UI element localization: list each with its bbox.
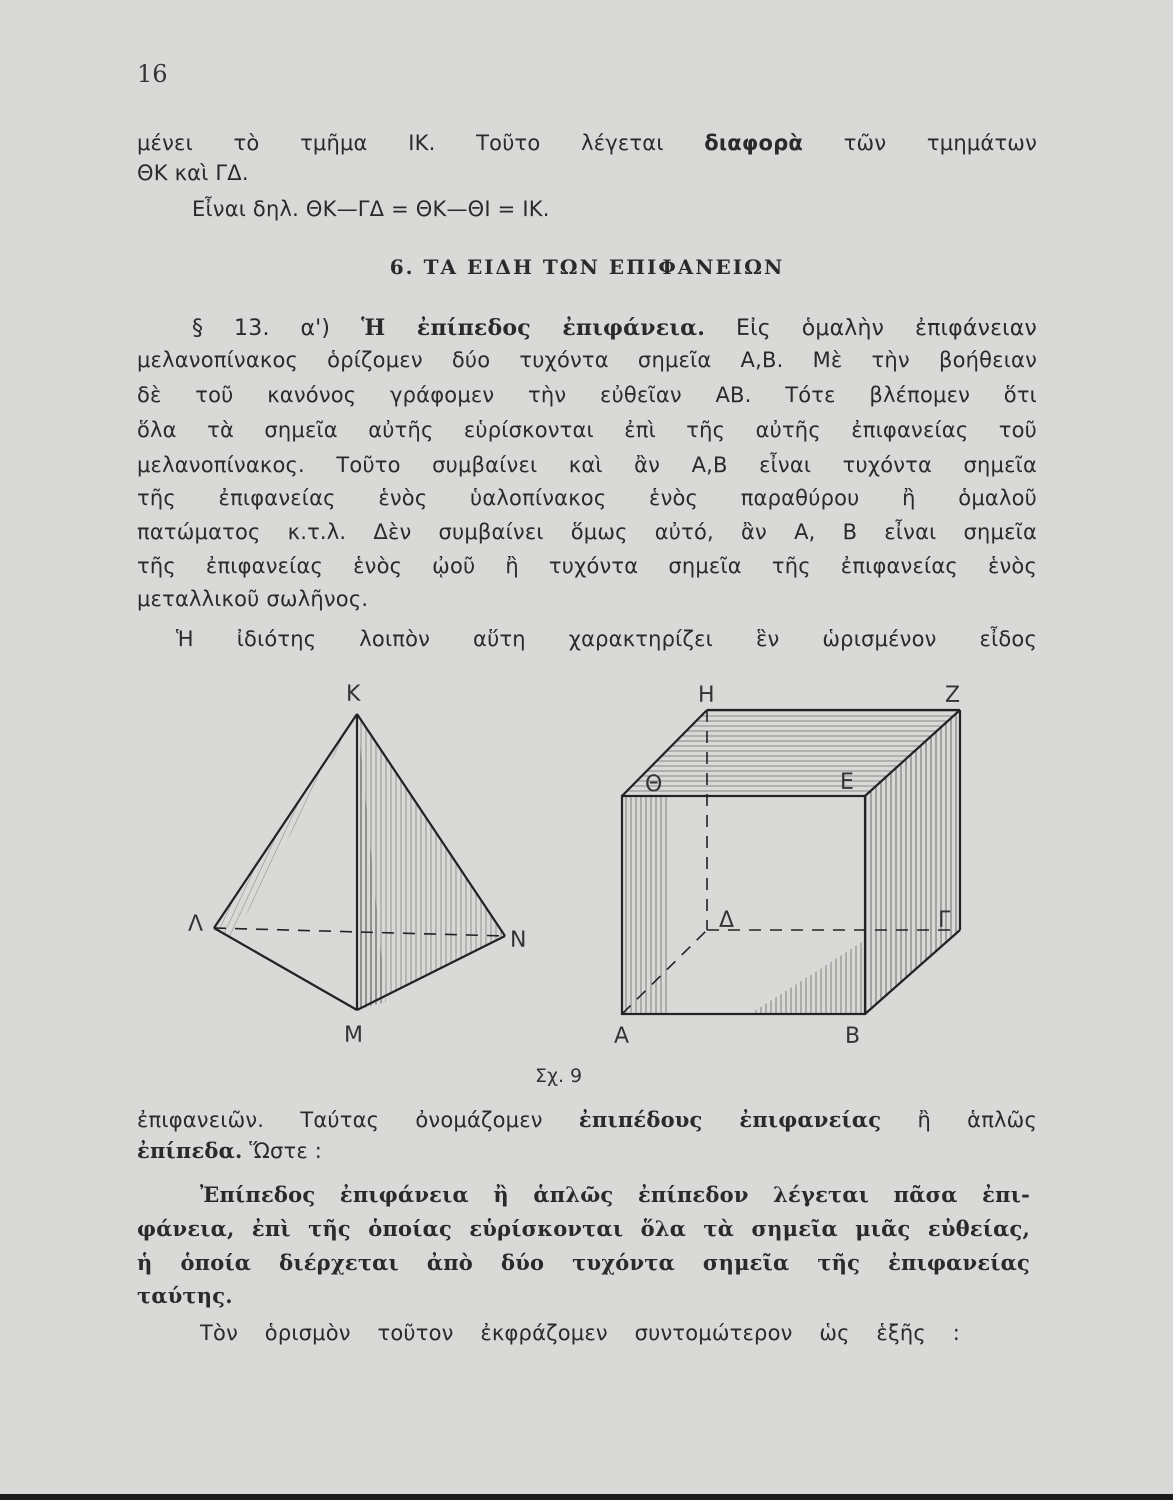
text-line: μεταλλικοῦ σωλῆνος.	[137, 587, 369, 611]
figure-9	[170, 680, 1010, 1100]
definition-line: φάνεια, ἐπὶ τῆς ὁποίας εὑρίσκονται ὅλα τὰ σημεῖα μιᾶς εὐθείας,	[137, 1216, 1030, 1241]
cube-drawing	[622, 710, 960, 1014]
text-span: Εἰς ὁμαλὴν ἐπιφάνειαν	[736, 316, 1037, 341]
text-line	[137, 1105, 1037, 1135]
term-planes: ἐπίπεδα.	[137, 1138, 243, 1163]
label-Gamma: Γ	[938, 908, 951, 933]
term-difference: διαφορὰ	[704, 131, 804, 155]
text-line: πατώματος κ.τ.λ. Δὲν συμβαίνει ὅμως αὐτό, ἂν Α, Β εἶναι σημεῖα	[137, 520, 1037, 544]
cube-shade	[622, 796, 670, 1014]
text-line	[137, 128, 1037, 158]
label-M: Μ	[344, 1023, 363, 1048]
label-Z: Ζ	[945, 683, 961, 708]
text-line: Ἡ ἰδιότης λοιπὸν αὕτη χαρακτηρίζει ἓν ὡρισμένον εἶδος	[176, 627, 1037, 651]
definition-line: Ἐπίπεδος ἐπιφάνεια ἢ ἁπλῶς ἐπίπεδον λέγεται πᾶσα ἐπι-	[200, 1182, 1030, 1207]
text-span: μένει τὸ τμῆμα ΙΚ. Τοῦτο λέγεται	[137, 131, 664, 155]
page-number: 16	[137, 60, 168, 88]
label-Delta: Δ	[719, 908, 735, 933]
text-line: τῆς ἐπιφανείας ἑνὸς ὑαλοπίνακος ἑνὸς παραθύρου ἢ ὁμαλοῦ	[137, 486, 1037, 510]
cube-shade	[750, 940, 865, 1014]
label-A: Α	[614, 1024, 630, 1049]
label-E: Ε	[840, 770, 854, 795]
text-span: τῶν τμημάτων	[843, 131, 1037, 155]
label-N: Ν	[510, 928, 527, 953]
chapter-heading: 6. ΤΑ ΕΙΔΗ ΤΩΝ ΕΠΙΦΑΝΕΙΩΝ	[389, 255, 785, 279]
text-line: ΘΚ καὶ ΓΔ.	[137, 161, 249, 185]
text-span: ἐπιφανειῶν. Ταύτας ὀνομάζομεν	[137, 1108, 543, 1132]
figure-caption: Σχ. 9	[535, 1065, 583, 1087]
equation-line: Εἶναι δηλ. ΘΚ—ΓΔ = ΘΚ—ΘΙ = ΙΚ.	[192, 197, 550, 221]
label-Theta: Θ	[645, 772, 663, 797]
text-span: Ὥστε :	[249, 1139, 323, 1163]
definition-line: ταύτης.	[137, 1283, 233, 1308]
pyramid-shade	[357, 714, 505, 1010]
definition-line: ἡ ὁποία διέρχεται ἀπὸ δύο τυχόντα σημεῖα τῆς ἐπιφανείας	[137, 1250, 1030, 1275]
section-title-line	[192, 313, 1037, 344]
label-K: Κ	[346, 682, 361, 707]
text-line: τῆς ἐπιφανείας ἑνὸς ᾠοῦ ἢ τυχόντα σημεῖα τῆς ἐπιφανείας ἑνὸς	[137, 554, 1037, 578]
text-span: ἢ ἁπλῶς	[917, 1108, 1037, 1132]
label-H: Η	[698, 683, 715, 708]
text-line: μελανοπίνακος. Τοῦτο συμβαίνει καὶ ἂν Α,Β εἶναι τυχόντα σημεῖα	[137, 453, 1037, 477]
section-number: § 13. α')	[192, 316, 331, 341]
figure-drawing	[170, 680, 1010, 1100]
term-planar-surfaces: ἐπιπέδους ἐπιφανείας	[578, 1107, 882, 1132]
page-bottom-edge	[0, 1494, 1173, 1500]
text-line: ὅλα τὰ σημεῖα αὐτῆς εὑρίσκονται ἐπὶ τῆς αὐτῆς ἐπιφανείας τοῦ	[137, 418, 1037, 442]
text-line: Τὸν ὁρισμὸν τοῦτον ἐκφράζομεν συντομώτερον ὡς ἑξῆς :	[200, 1321, 960, 1345]
label-B: Β	[845, 1024, 861, 1049]
text-line	[137, 1136, 1037, 1166]
text-line: μελανοπίνακος ὁρίζομεν δύο τυχόντα σημεῖα Α,Β. Μὲ τὴν βοήθειαν	[137, 348, 1037, 372]
section-title: Ἡ ἐπίπεδος ἐπιφάνεια.	[361, 315, 706, 341]
pyramid-drawing	[214, 714, 505, 1010]
text-line: δὲ τοῦ κανόνος γράφομεν τὴν εὐθεῖαν ΑΒ. Τότε βλέπομεν ὅτι	[137, 383, 1037, 407]
label-Lambda: Λ	[188, 912, 204, 937]
